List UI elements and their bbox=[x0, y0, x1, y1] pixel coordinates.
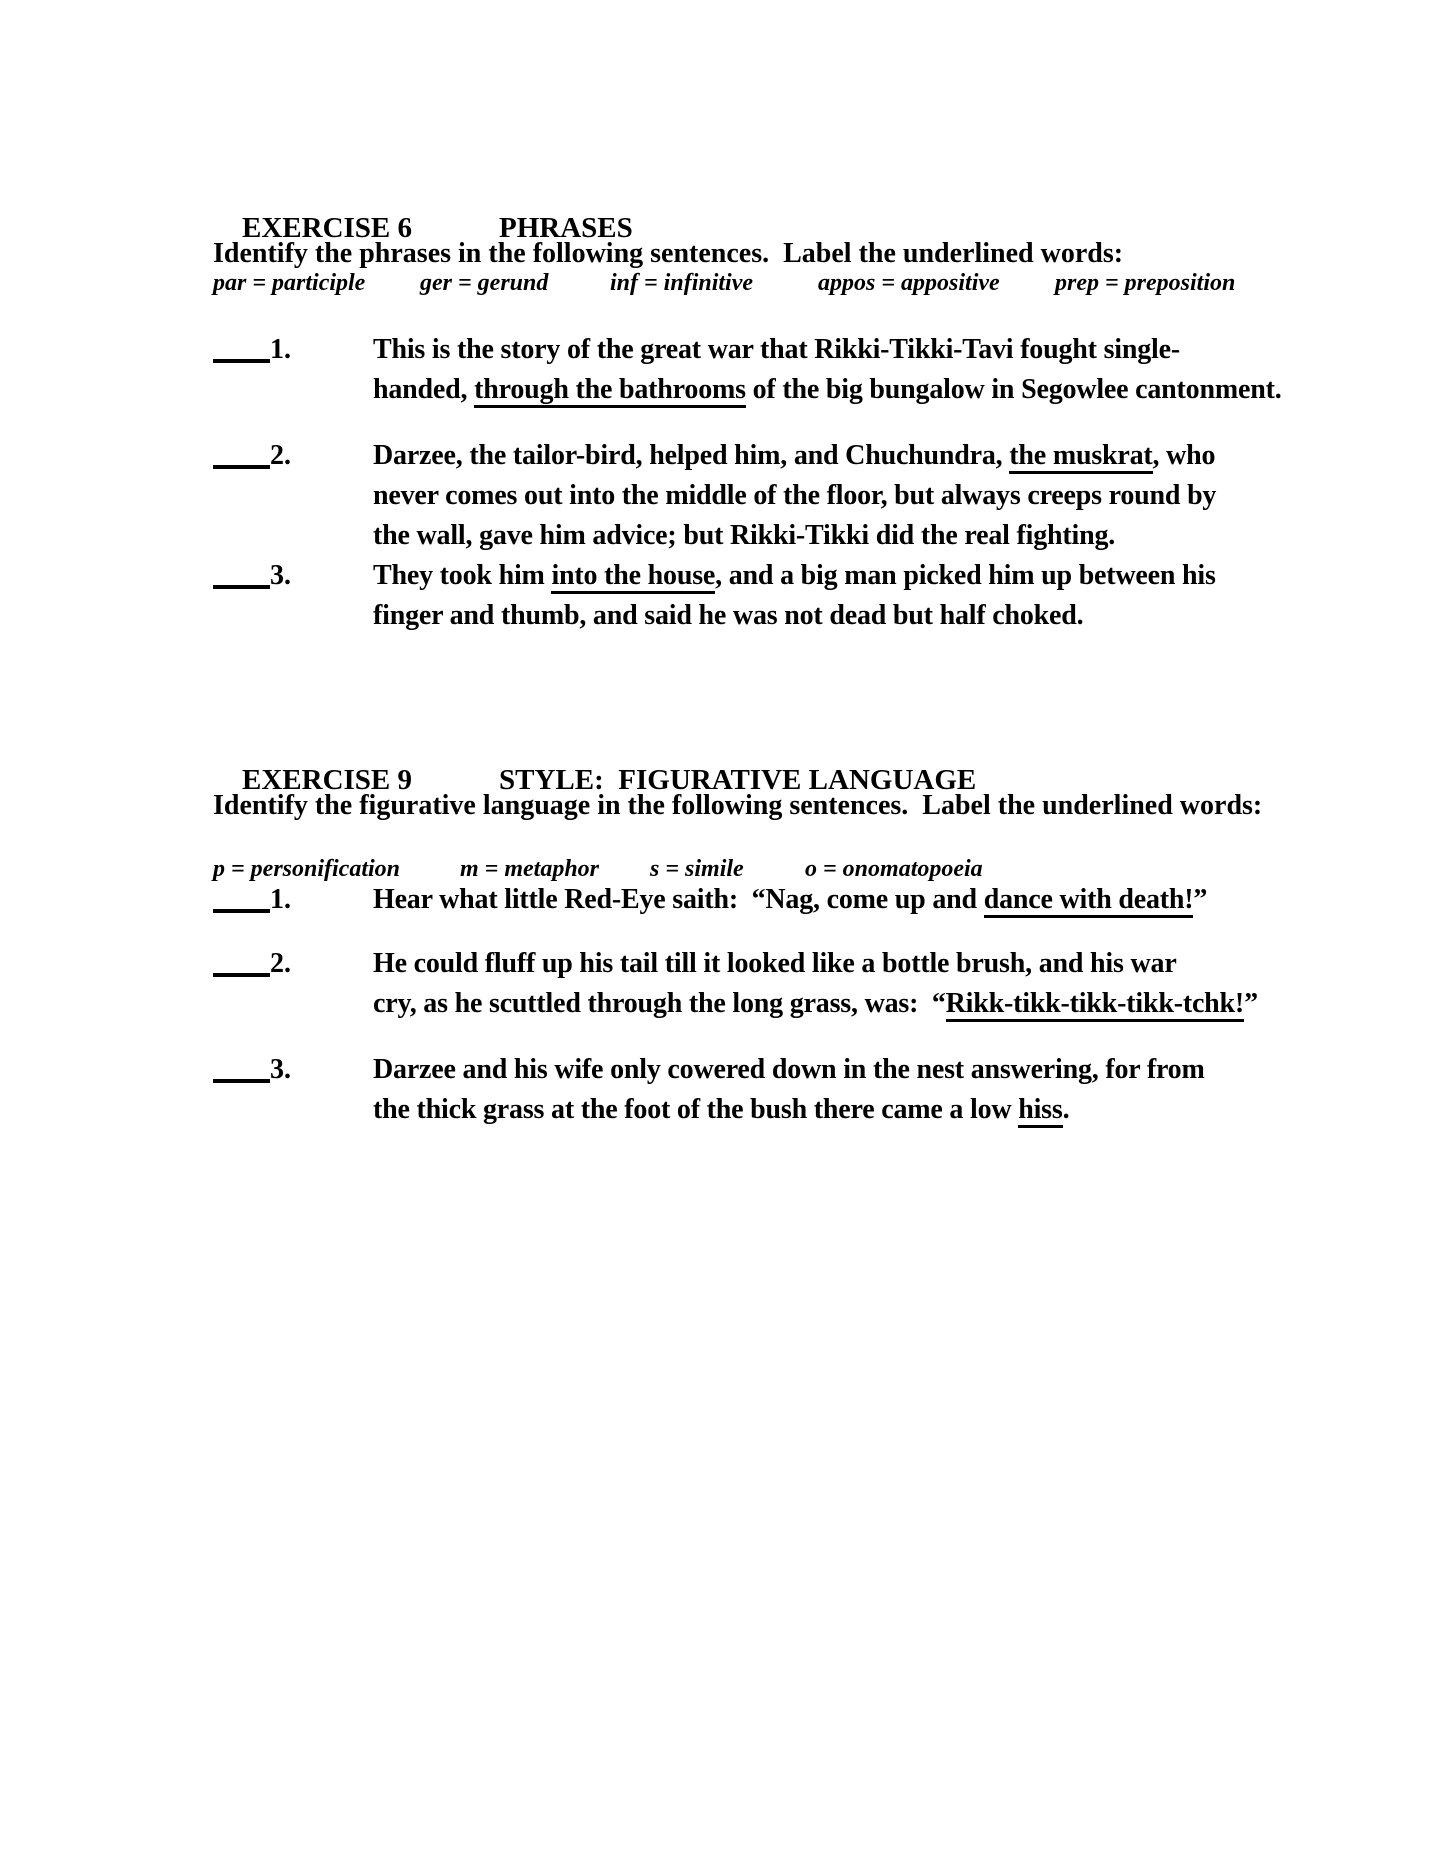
text-segment: handed, bbox=[373, 374, 475, 405]
sentence-line bbox=[373, 330, 1393, 370]
text-segment: . bbox=[1062, 1094, 1070, 1125]
text-segment: cry, as he scuttled through the long grass, was: “ bbox=[373, 988, 946, 1019]
answer-blank bbox=[213, 453, 270, 469]
exercise-6-item-1 bbox=[213, 330, 1393, 410]
text-segment: Darzee and his wife only cowered down in the nest answering, for from bbox=[373, 1054, 1205, 1085]
sentence-line bbox=[373, 880, 1393, 920]
item-number: 3. bbox=[270, 1054, 291, 1085]
item-number-cell bbox=[213, 436, 373, 476]
legend-participle: par = participle bbox=[213, 270, 366, 296]
text-segment: finger and thumb, and said he was not dead but half choked. bbox=[373, 600, 1084, 631]
text-segment: never comes out into the middle of the floor, but always creeps round by bbox=[373, 480, 1217, 511]
text-segment: ” bbox=[1193, 884, 1208, 915]
exercise-9-instructions: Identify the figurative language in the following sentences. Label the underlined words: bbox=[213, 790, 1263, 821]
underlined-phrase: dance with death! bbox=[984, 884, 1194, 918]
text-segment: the wall, gave him advice; but Rikki-Tikki did the real fighting. bbox=[373, 520, 1116, 551]
sentence bbox=[373, 1050, 1393, 1130]
exercise-6-topic: PHRASES bbox=[499, 212, 633, 244]
answer-blank bbox=[213, 573, 270, 589]
exercise-9-topic: STYLE: FIGURATIVE LANGUAGE bbox=[499, 764, 977, 796]
text-segment: , and a big man picked him up between his bbox=[715, 560, 1216, 591]
exercise-9-item-2 bbox=[213, 944, 1393, 1024]
sentence bbox=[373, 944, 1393, 1024]
sentence-line bbox=[373, 984, 1393, 1024]
legend-gerund: ger = gerund bbox=[420, 270, 549, 296]
sentence bbox=[373, 880, 1393, 920]
text-segment: They took him bbox=[373, 560, 552, 591]
sentence-line bbox=[373, 370, 1393, 410]
item-number-cell bbox=[213, 944, 373, 984]
underlined-phrase: Rikk-tikk-tikk-tikk-tchk! bbox=[946, 988, 1244, 1022]
legend-infinitive: inf = infinitive bbox=[610, 270, 754, 296]
exercise-6-heading-label: EXERCISE 6 bbox=[242, 212, 413, 244]
answer-blank bbox=[213, 1067, 270, 1083]
text-segment: Darzee, the tailor-bird, helped him, and Chuchundra, bbox=[373, 440, 1010, 471]
underlined-phrase: the muskrat bbox=[1009, 440, 1152, 474]
text-segment: He could fluff up his tail till it looked like a bottle brush, and his war bbox=[373, 948, 1177, 979]
item-number-cell bbox=[213, 880, 373, 920]
answer-blank bbox=[213, 347, 270, 363]
text-segment: , who bbox=[1152, 440, 1216, 471]
sentence-line bbox=[373, 596, 1393, 636]
underlined-phrase: hiss bbox=[1018, 1094, 1062, 1128]
sentence-line bbox=[373, 436, 1393, 476]
legend-appositive: appos = appositive bbox=[818, 270, 1000, 296]
legend-onomatopoeia: o = onomatopoeia bbox=[805, 856, 983, 882]
exercise-6-item-3 bbox=[213, 556, 1393, 636]
item-number-cell bbox=[213, 330, 373, 370]
underlined-phrase: through the bathrooms bbox=[474, 374, 746, 408]
item-number: 1. bbox=[270, 334, 291, 365]
exercise-6-instructions: Identify the phrases in the following sentences. Label the underlined words: bbox=[213, 238, 1124, 269]
legend-simile: s = simile bbox=[650, 856, 744, 882]
item-number: 3. bbox=[270, 560, 291, 591]
text-segment: This is the story of the great war that Rikki-Tikki-Tavi fought single- bbox=[373, 334, 1180, 365]
sentence bbox=[373, 330, 1393, 410]
legend-metaphor: m = metaphor bbox=[460, 856, 600, 882]
item-number: 2. bbox=[270, 440, 291, 471]
exercise-9-item-1 bbox=[213, 880, 1393, 920]
exercise-9-heading-label: EXERCISE 9 bbox=[242, 764, 413, 796]
sentence-line bbox=[373, 476, 1393, 516]
item-number-cell bbox=[213, 1050, 373, 1090]
text-segment: Hear what little Red-Eye saith: “Nag, come up and bbox=[373, 884, 984, 915]
underlined-phrase: into the house bbox=[551, 560, 715, 594]
text-segment: ” bbox=[1244, 988, 1258, 1019]
sentence-line bbox=[373, 1090, 1393, 1130]
sentence-line bbox=[373, 1050, 1393, 1090]
text-segment: of the big bungalow in Segowlee cantonment. bbox=[745, 374, 1282, 405]
sentence-line bbox=[373, 516, 1393, 556]
item-number: 1. bbox=[270, 884, 291, 915]
sentence bbox=[373, 436, 1393, 556]
exercise-6-legend bbox=[213, 270, 1393, 304]
sentence-line bbox=[373, 556, 1393, 596]
answer-blank bbox=[213, 961, 270, 977]
sentence bbox=[373, 556, 1393, 636]
exercise-6-item-2 bbox=[213, 436, 1393, 556]
exercise-9-item-3 bbox=[213, 1050, 1393, 1130]
legend-preposition: prep = preposition bbox=[1055, 270, 1236, 296]
item-number: 2. bbox=[270, 948, 291, 979]
legend-personification: p = personification bbox=[213, 856, 401, 882]
sentence-line bbox=[373, 944, 1393, 984]
text-segment: the thick grass at the foot of the bush there came a low bbox=[373, 1094, 1019, 1125]
answer-blank bbox=[213, 897, 270, 913]
item-number-cell bbox=[213, 556, 373, 596]
